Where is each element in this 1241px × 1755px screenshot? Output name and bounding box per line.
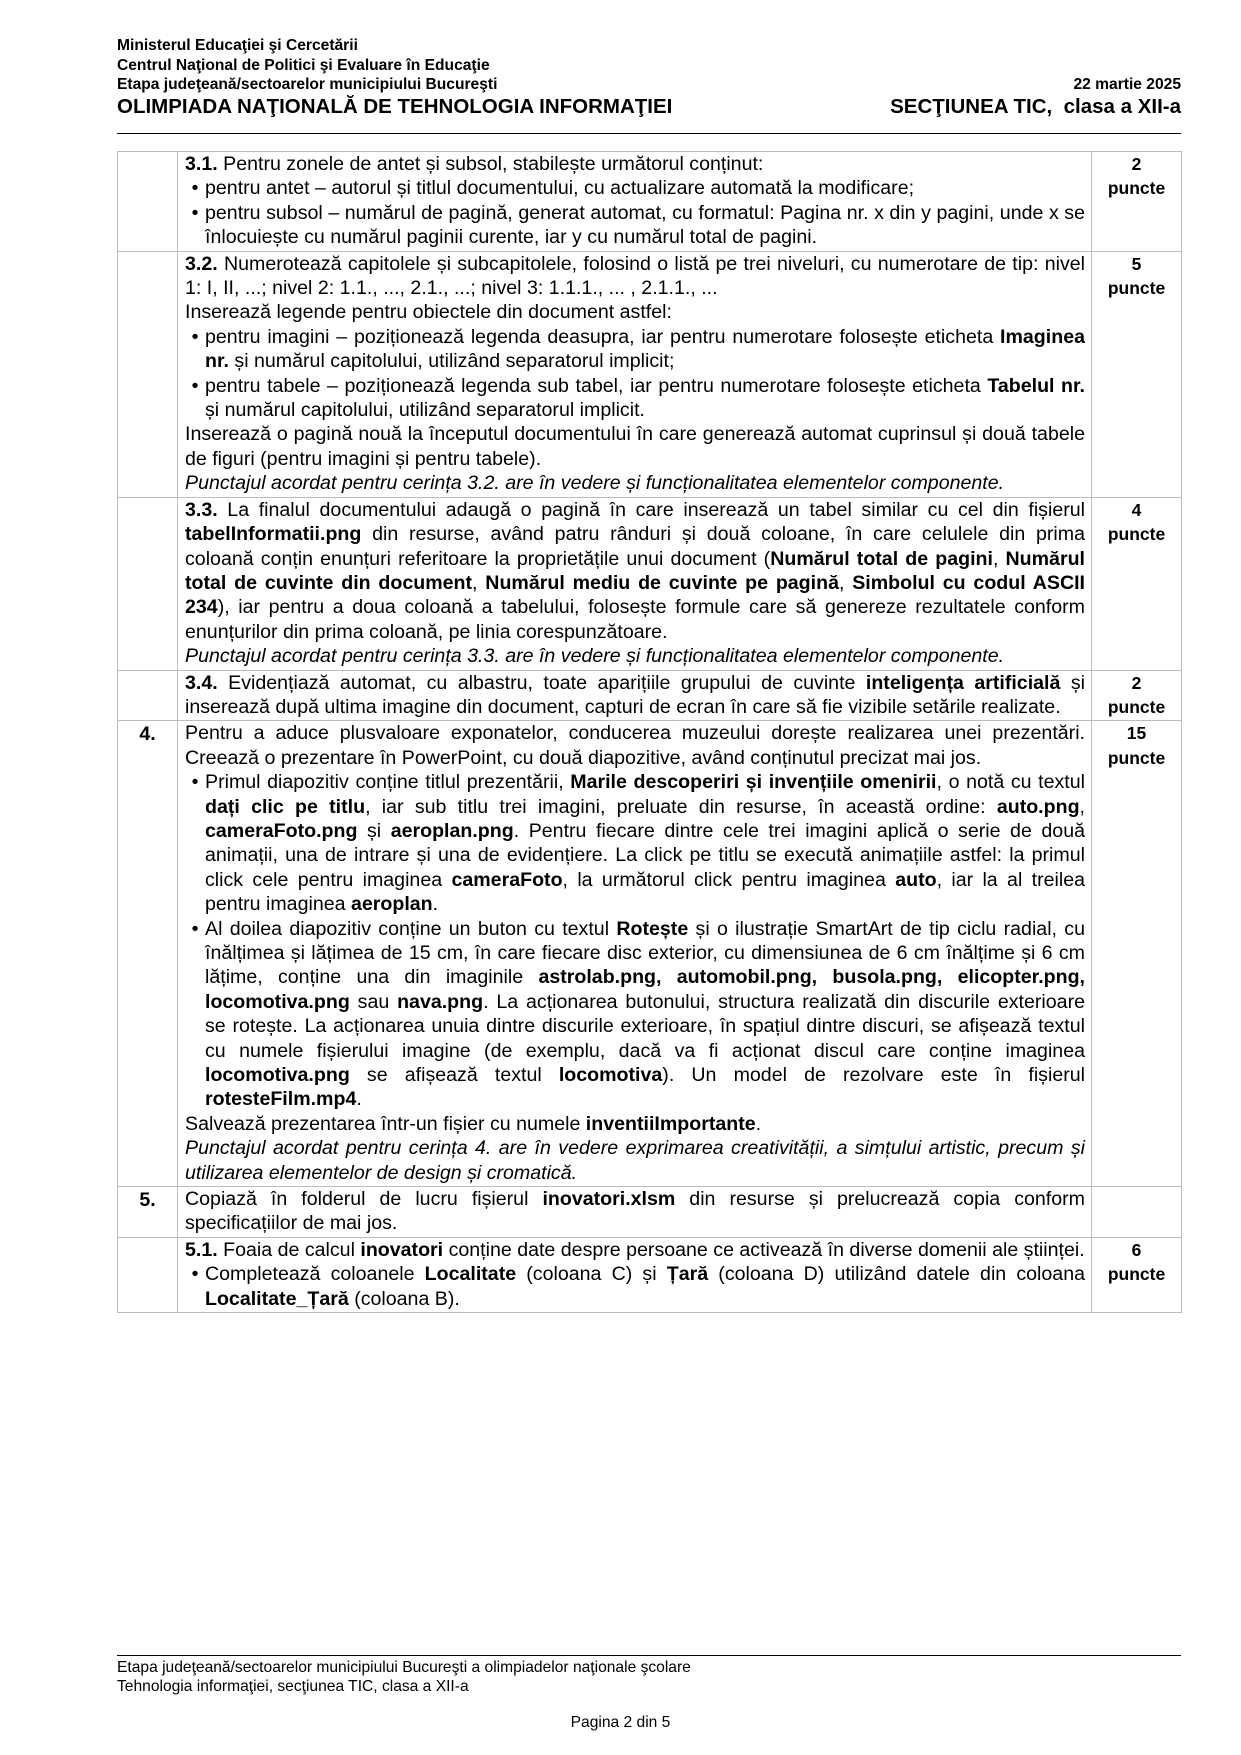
task-content — [178, 152, 1092, 252]
bold-text: inovatori.xlsm — [542, 1188, 676, 1211]
points-label: puncte — [1107, 696, 1166, 717]
paragraph — [185, 671, 1085, 720]
scoring-note — [185, 644, 1085, 668]
text-run: La finalul documentului adaugă o pagină în care inserează un tabel similar cu cel din fișierul — [217, 498, 1085, 521]
bullet-item — [185, 176, 1085, 200]
section-class — [890, 95, 1181, 119]
text-run: Primul diapozitiv conține titlul prezentării, — [205, 771, 571, 794]
points-label: puncte — [1107, 178, 1166, 199]
bullet-item — [185, 201, 1085, 250]
bullet-dot-icon: • — [191, 1263, 199, 1286]
bold-text: auto — [895, 868, 937, 891]
task-number — [118, 497, 178, 670]
paragraph — [185, 152, 1085, 176]
text-run: . — [356, 1088, 362, 1111]
bold-text: Numărul mediu de cuvinte pe pagină — [485, 571, 839, 594]
bold-text: 3.3. — [185, 498, 218, 521]
bold-text: inventiiImportante — [585, 1112, 756, 1135]
text-run: , iar sub titlu trei imagini, preluate din resurse, în această ordine: — [365, 795, 997, 818]
text-run: din resurse și prelucrează copia conform specificațiilor de mai jos. — [185, 1188, 1085, 1235]
bold-text: astrolab.png, automobil.png, busola.png, elicopter.png, locomotiva.png — [205, 966, 1085, 1013]
text-run: Evidențiază automat, cu albastru, toate aparițiile grupului de cuvinte — [217, 671, 866, 694]
paragraph — [185, 422, 1085, 471]
text-run: Punctajul acordat pentru cerința 4. are în vedere exprimarea creativității, a simțului artistic, precum și utilizarea elementelor de design și cromatică. — [185, 1137, 1085, 1184]
text-run: conține date despre persoane ce activează în diverse domenii ale științei. — [443, 1238, 1085, 1261]
olympiad-title: OLIMPIADA NAŢIONALĂ DE TEHNOLOGIA INFORMAŢIEI — [117, 94, 673, 118]
task-row — [118, 152, 1182, 252]
task-points — [1092, 497, 1182, 670]
task-number: 4. — [118, 721, 178, 1187]
bullet-dot-icon: • — [191, 325, 199, 348]
bullet-item — [185, 325, 1085, 374]
text-run: (coloana B). — [348, 1287, 460, 1310]
bullet-item — [185, 917, 1085, 1112]
text-run: , — [472, 571, 486, 594]
section-label: SECŢIUNEA TIC, — [890, 94, 1053, 118]
bullet-dot-icon: • — [191, 374, 199, 397]
bold-text: aeroplan — [350, 893, 433, 916]
bold-text: 3.2. — [185, 252, 218, 275]
bold-text: Localitate — [424, 1263, 517, 1286]
paragraph — [185, 498, 1085, 644]
bold-text: Imaginea nr. — [205, 325, 1085, 373]
text-run: Numerotează capitolele și subcapitolele, folosind o listă pe trei niveluri, cu numerotare de tip: nivel 1: I, II, ...; nivel 2: 1.1., ..., 2.1., ...; nivel 3: 1.1.1., ... , 2.1.1., ... — [185, 252, 1085, 300]
bold-text: cameraFoto — [451, 868, 563, 891]
task-row — [118, 670, 1182, 721]
bullet-item — [185, 770, 1085, 916]
bold-text: tabelInformatii.png — [185, 523, 362, 546]
task-content — [178, 670, 1092, 721]
stage-name: Etapa judeţeană/sectoarelor municipiului Bucureşti — [117, 76, 498, 93]
text-run: se afișează textul — [349, 1064, 559, 1087]
text-run: , o notă cu textul — [936, 771, 1085, 794]
text-run: , — [992, 547, 1006, 570]
task-number — [118, 152, 178, 252]
page-header — [117, 36, 1181, 119]
bold-text: locomotiva.png — [205, 1064, 350, 1087]
bold-text: Țară — [666, 1263, 709, 1286]
header-divider — [117, 133, 1181, 134]
text-run: , — [1079, 795, 1085, 818]
task-content — [178, 1237, 1092, 1312]
text-run: și — [357, 819, 391, 842]
bold-text: Numărul total de cuvinte din document — [185, 547, 1085, 594]
points-label: puncte — [1107, 278, 1166, 299]
text-run: sau — [349, 990, 398, 1013]
text-run: ). Un model de rezolvare este în fișierul — [662, 1064, 1086, 1087]
task-points — [1092, 251, 1182, 497]
text-run: și o ilustrație SmartArt de tip ciclu radial, cu înălțimea și lățimea de 15 cm, în care fiecare disc exterior, cu dimensiunea de 6 cm înălțime și 6 cm lățime, conține una din imaginile — [205, 917, 1085, 989]
page-footer — [117, 1658, 691, 1696]
bold-text: Simbolul cu codul ASCII 234 — [185, 571, 1085, 619]
bold-text: Marile descoperiri și invențiile omenirii — [570, 771, 937, 794]
paragraph — [185, 252, 1085, 301]
bold-text: auto.png — [996, 795, 1080, 818]
task-content — [178, 1187, 1092, 1238]
points-value: 2 — [1131, 672, 1142, 693]
points-value: 6 — [1131, 1239, 1142, 1260]
paragraph — [185, 1112, 1085, 1136]
task-content — [178, 721, 1092, 1187]
bold-text: locomotiva — [558, 1064, 663, 1087]
task-row — [118, 721, 1182, 1187]
task-points — [1092, 1237, 1182, 1312]
footer-subject: Tehnologia informaţiei, secţiunea TIC, clasa a XII-a — [117, 1678, 469, 1696]
text-run: Pentru zonele de antet și subsol, stabilește următorul conținut: — [217, 153, 764, 175]
task-number — [118, 251, 178, 497]
task-row — [118, 497, 1182, 670]
bold-text: inovatori — [360, 1238, 444, 1261]
text-run: Salvează prezentarea într-un fișier cu numele — [185, 1112, 586, 1135]
task-points — [1092, 1187, 1182, 1238]
paragraph — [185, 1238, 1085, 1262]
text-run: Inserează legende pentru obiectele din document astfel: — [185, 301, 672, 324]
text-run: Copiază în folderul de lucru fișierul — [185, 1188, 543, 1211]
bold-text: 3.4. — [185, 671, 218, 694]
bold-text: 3.1. — [185, 153, 218, 175]
bold-text: Localitate_Țară — [205, 1287, 349, 1310]
text-run: și numărul capitolului, utilizând separatorul implicit; — [228, 350, 675, 373]
points-value: 4 — [1131, 499, 1142, 520]
text-run: , iar la al treilea pentru imaginea — [205, 868, 1085, 916]
task-number: 5. — [118, 1187, 178, 1238]
text-run: și numărul capitolului, utilizând separatorul implicit. — [205, 399, 645, 422]
paragraph — [185, 300, 1085, 324]
text-run: . — [755, 1112, 762, 1135]
task-number — [118, 670, 178, 721]
bullet-dot-icon: • — [191, 177, 199, 200]
points-label: puncte — [1107, 1264, 1166, 1285]
bold-text: 5.1. — [185, 1238, 218, 1261]
text-run: Al doilea diapozitiv conține un buton cu textul — [205, 917, 617, 940]
text-run: ), iar pentru a doua coloană a tabelului, folosește formule care să genereze rezultatele conform enunțurilor din prima coloană, pe linia corespunzătoare. — [185, 596, 1085, 643]
task-points — [1092, 721, 1182, 1187]
footer-stage: Etapa judeţeană/sectoarelor municipiului Bucureşti a olimpiadelor naţionale şcolare — [117, 1659, 691, 1676]
points-value: 2 — [1131, 154, 1142, 174]
paragraph — [185, 1187, 1085, 1236]
center-name: Centrul Naţional de Politici şi Evaluare în Educaţie — [117, 56, 490, 74]
text-run: și inserează după ultima imagine din document, capturi de ecran în care să fie vizibile setările realizate. — [185, 671, 1085, 718]
text-run: . — [432, 893, 439, 916]
bold-text: Tabelul nr. — [987, 374, 1085, 397]
points-label: puncte — [1107, 747, 1166, 768]
text-run: pentru tabele – poziționează legenda sub tabel, iar pentru numerotare folosește eticheta — [205, 374, 988, 397]
class-label: clasa a XII-a — [1063, 94, 1181, 118]
text-run: Punctajul acordat pentru cerința 3.3. are în vedere și funcționalitatea elementelor componente. — [185, 645, 1005, 668]
bold-text: rotesteFilm.mp4 — [205, 1088, 357, 1111]
bold-text: cameraFoto.png — [205, 819, 358, 842]
task-row — [118, 251, 1182, 497]
text-run: . Pentru fiecare dintre cele trei imagini aplică o serie de două animații, una de intrare și una de evidențiere. La click pe titlu se execută animațiile astfel: la primul click cele pentru imaginea — [205, 819, 1085, 891]
bold-text: dați clic pe titlu — [205, 795, 366, 818]
points-value: 15 — [1126, 723, 1147, 744]
bullet-item — [185, 374, 1085, 423]
text-run: pentru antet – autorul și titlul documentului, cu actualizare automată la modificare; — [205, 177, 915, 200]
text-run: pentru subsol – numărul de pagină, generat automat, cu formatul: Pagina nr. x din y pagini, unde x se înlocuiește cu numărul paginii curente, iar y cu numărul total de pagini. — [205, 201, 1085, 249]
text-run: din resurse, având patru rânduri și două coloane, în care celulele din prima coloană conțin enunțuri referitoare la proprietățile unui document ( — [185, 523, 1085, 570]
task-content — [178, 497, 1092, 670]
points-value: 5 — [1131, 253, 1142, 274]
task-content — [178, 251, 1092, 497]
bullet-dot-icon: • — [191, 771, 199, 794]
text-run: , — [838, 571, 853, 594]
task-points — [1092, 670, 1182, 721]
bold-text: Numărul total de pagini — [770, 547, 993, 570]
bullet-dot-icon: • — [191, 917, 199, 940]
scoring-note — [185, 471, 1085, 495]
text-run: Punctajul acordat pentru cerința 3.2. are în vedere și funcționalitatea elementelor componente. — [185, 472, 1005, 495]
page-number: Pagina 2 din 5 — [570, 1714, 671, 1731]
ministry-name: Ministerul Educaţiei şi Cercetării — [117, 37, 358, 54]
text-run: , la următorul click pentru imaginea — [562, 868, 896, 891]
bullet-item — [185, 1262, 1085, 1311]
bold-text: nava.png — [397, 990, 484, 1013]
text-run: . La acționarea butonului, structura realizată din discurile exterioare se rotește. La acționarea unuia dintre discurile exterioare, în spațiul dintre discuri, se afișează textul cu numele fișierului imagine (de exemplu, dacă va fi acționat discul care conține imaginea — [205, 990, 1085, 1062]
text-run: (coloana D) utilizând datele din coloana — [708, 1263, 1085, 1286]
task-row — [118, 1187, 1182, 1238]
bold-text: inteligența artificială — [865, 671, 1061, 694]
points-label: puncte — [1107, 524, 1166, 545]
footer-divider — [117, 1655, 1181, 1656]
bullet-dot-icon: • — [191, 201, 199, 224]
task-points — [1092, 152, 1182, 252]
text-run: (coloana C) și — [516, 1263, 667, 1286]
text-run: Inserează o pagină nouă la începutul documentului în care generează automat cuprinsul și două tabele de figuri (pentru imagini și pentru tabele). — [185, 423, 1085, 470]
exam-date: 22 martie 2025 — [1073, 76, 1181, 93]
text-run: Pentru a aduce plusvaloare exponatelor, conducerea muzeului dorește realizarea unei prezentări. Creează o prezentare în PowerPoint, cu două diapozitive, având conținutul precizat mai jos. — [185, 722, 1085, 769]
bold-text: aeroplan.png — [390, 819, 514, 842]
text-run: Completează coloanele — [205, 1263, 425, 1286]
paragraph — [185, 721, 1085, 770]
task-row — [118, 1237, 1182, 1312]
text-run: pentru imagini – poziționează legenda deasupra, iar pentru numerotare folosește eticheta — [205, 325, 1001, 348]
text-run: Foaia de calcul — [217, 1238, 361, 1261]
tasks-table — [117, 151, 1182, 1313]
task-number — [118, 1237, 178, 1312]
scoring-note — [185, 1136, 1085, 1185]
bold-text: Rotește — [616, 917, 689, 940]
